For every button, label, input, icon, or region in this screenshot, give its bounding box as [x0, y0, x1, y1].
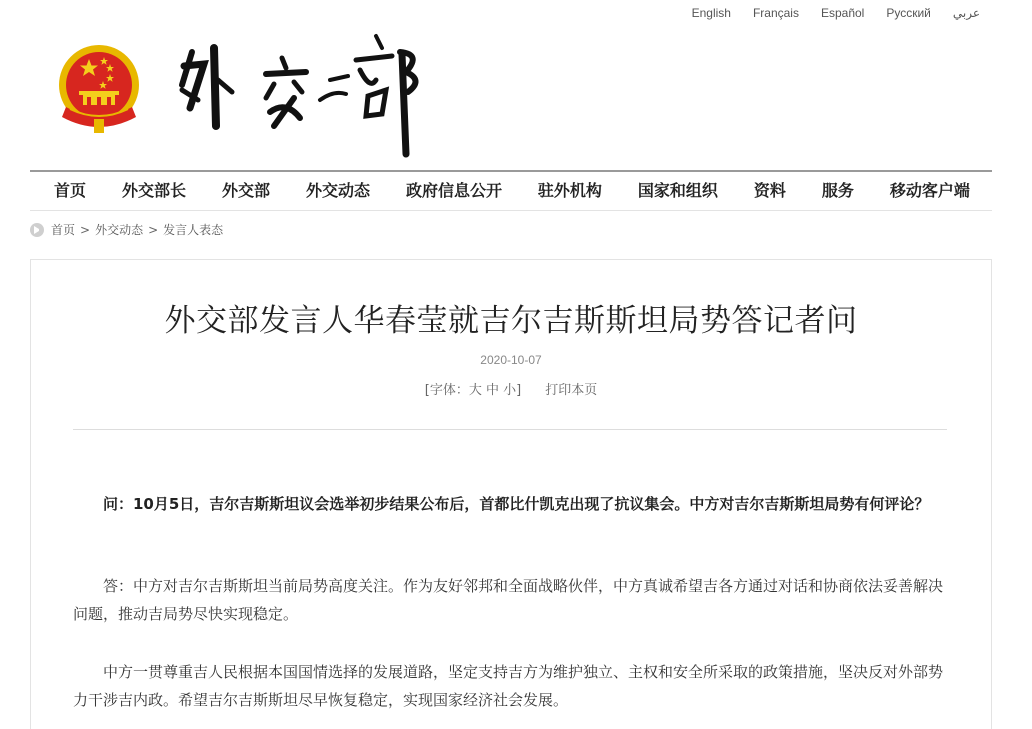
font-size-toggle[interactable]: [字体：大 中 小]: [424, 383, 522, 398]
nav-minister[interactable]: 外交部长: [121, 181, 186, 200]
nav-resources[interactable]: 资料: [753, 181, 786, 200]
lang-spanish[interactable]: Español: [820, 6, 865, 20]
breadcrumb-home[interactable]: 首页: [51, 223, 76, 237]
nav-home[interactable]: 首页: [54, 181, 87, 200]
nav-mobile[interactable]: 移动客户端: [889, 181, 970, 200]
article-paragraph-question: 问：10月5日，吉尔吉斯斯坦议会选举初步结果公布后，首都比什凯克出现了抗议集会。中方对吉尔吉斯斯坦局势有何评论？: [103, 495, 930, 513]
location-icon: [30, 223, 44, 237]
article-date: 2020-10-07: [480, 353, 542, 367]
article-paragraph: 中方一贯尊重吉人民根据本国国情选择的发展道路，坚定支持吉方为维护独立、主权和安全所采取的政策措施，坚决反对外部势力干涉吉内政。希望吉尔吉斯斯坦尽早恢复稳定，实现国家经济社会发展。: [73, 663, 944, 709]
nav-ministry[interactable]: 外交部: [221, 181, 270, 200]
header-divider: [30, 170, 992, 172]
lang-russian[interactable]: Русский: [886, 6, 931, 20]
print-button[interactable]: 打印本页: [545, 383, 598, 398]
article-panel: [30, 259, 992, 729]
article-tools: [31, 379, 991, 398]
nav-gov-info[interactable]: 政府信息公开: [405, 181, 502, 200]
nav-missions[interactable]: 驻外机构: [537, 181, 602, 200]
breadcrumb-separator: >: [80, 222, 91, 237]
article-paragraph-answer: 答：中方对吉尔吉斯斯坦当前局势高度关注。作为友好邻邦和全面战略伙伴，中方真诚希望吉各方通过对话和协商依法妥善解决问题，推动吉局势尽快实现稳定。: [73, 577, 944, 623]
nav-divider: [30, 210, 992, 211]
national-emblem-logo[interactable]: [56, 45, 142, 135]
language-switcher: [692, 6, 980, 20]
breadcrumb-news[interactable]: 外交动态: [95, 223, 144, 237]
article-title: 外交部发言人华春莹就吉尔吉斯斯坦局势答记者问: [164, 303, 858, 339]
lang-arabic[interactable]: عربي: [952, 6, 980, 20]
article-divider: [73, 429, 947, 430]
main-nav: [30, 174, 992, 210]
lang-english[interactable]: English: [691, 6, 731, 20]
breadcrumb: [30, 221, 223, 238]
breadcrumb-separator: >: [148, 222, 159, 237]
breadcrumb-spokesperson[interactable]: 发言人表态: [163, 223, 224, 237]
nav-countries[interactable]: 国家和组织: [637, 181, 718, 200]
nav-diplomatic-news[interactable]: 外交动态: [305, 181, 370, 200]
ministry-calligraphy-logo: [170, 30, 440, 160]
nav-services[interactable]: 服务: [821, 181, 854, 200]
lang-french[interactable]: Français: [752, 6, 799, 20]
